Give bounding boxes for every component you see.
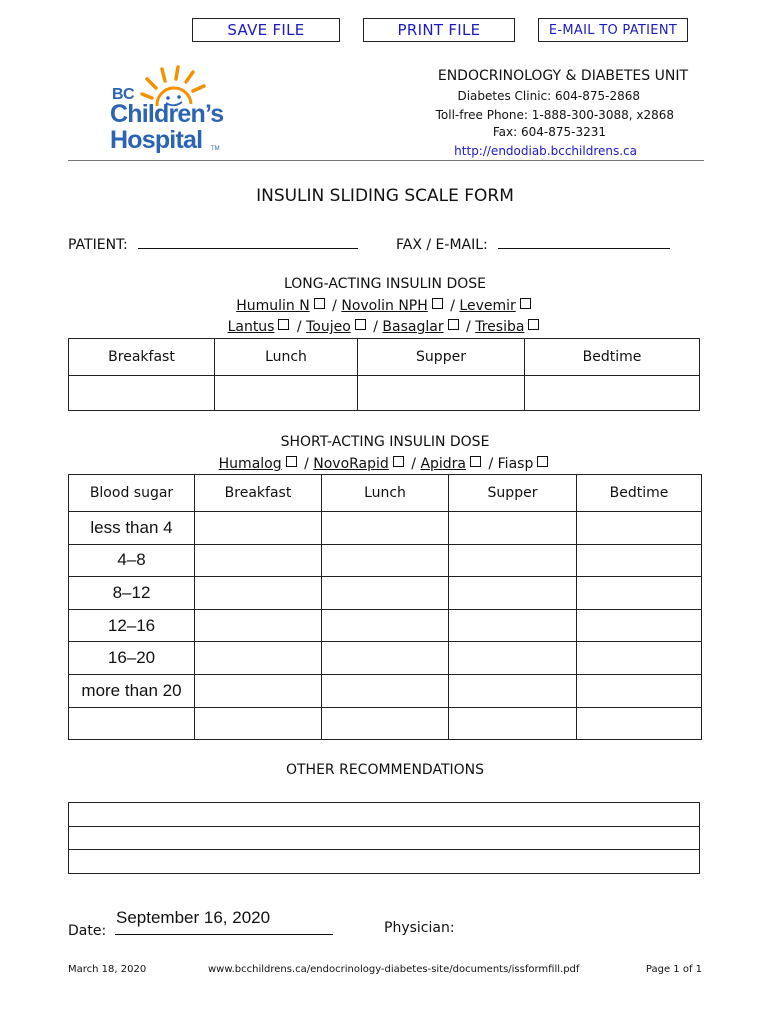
- table-row: [69, 674, 702, 707]
- long-acting-options-2: Lantus / Toujeo / Basaglar / Tresiba: [0, 319, 770, 335]
- tresiba-label: Tresiba: [475, 319, 525, 335]
- date-value[interactable]: September 16, 2020: [116, 908, 271, 927]
- dose-cell[interactable]: [322, 544, 449, 577]
- patient-field[interactable]: [138, 234, 358, 249]
- footer-url: www.bcchildrens.ca/endocrinology-diabetes-site/documents/issformfill.pdf: [208, 964, 580, 975]
- dose-cell[interactable]: [195, 512, 322, 545]
- dose-cell[interactable]: [322, 707, 449, 740]
- footer-date: March 18, 2020: [68, 964, 147, 975]
- levemir-checkbox[interactable]: [520, 298, 531, 309]
- date-label: Date:: [68, 923, 107, 939]
- lantus-checkbox[interactable]: [278, 319, 289, 330]
- humulin-n-label: Humulin N: [236, 298, 310, 314]
- col-bedtime: Bedtime: [577, 475, 702, 512]
- dose-cell[interactable]: [195, 577, 322, 610]
- dose-cell[interactable]: [322, 674, 449, 707]
- physician-label: Physician:: [384, 920, 455, 936]
- long-acting-table: [68, 338, 700, 411]
- basaglar-checkbox[interactable]: [448, 319, 459, 330]
- recommendation-line[interactable]: [69, 826, 700, 850]
- dose-cell[interactable]: [449, 707, 577, 740]
- novorapid-label: NovoRapid: [313, 456, 389, 472]
- long-acting-options-1: Humulin N / Novolin NPH / Levemir: [0, 298, 770, 314]
- short-acting-table: [68, 474, 702, 740]
- table-row: [69, 707, 702, 740]
- tresiba-checkbox[interactable]: [528, 319, 539, 330]
- dose-cell[interactable]: [195, 642, 322, 675]
- long-bedtime-cell[interactable]: [525, 376, 700, 411]
- tollfree-phone: Toll-free Phone: 1-888-300-3088, x2868: [435, 108, 674, 122]
- table-row: [69, 850, 700, 874]
- col-bedtime: Bedtime: [525, 339, 700, 376]
- basaglar-label: Basaglar: [382, 319, 444, 335]
- dose-cell[interactable]: [195, 544, 322, 577]
- email-to-patient-button[interactable]: E-MAIL TO PATIENT: [538, 18, 688, 42]
- recommendation-line[interactable]: [69, 850, 700, 874]
- apidra-label: Apidra: [420, 456, 467, 472]
- table-row: [69, 512, 702, 545]
- dose-cell[interactable]: [449, 674, 577, 707]
- long-breakfast-cell[interactable]: [69, 376, 215, 411]
- recommendation-line[interactable]: [69, 803, 700, 827]
- logo-hospital-text: Hospital: [110, 126, 203, 154]
- logo-trademark: TM: [211, 146, 220, 152]
- other-recommendations-heading: OTHER RECOMMENDATIONS: [285, 762, 485, 778]
- long-acting-entry-row: [69, 376, 700, 411]
- dose-cell[interactable]: [195, 707, 322, 740]
- print-file-button[interactable]: PRINT FILE: [363, 18, 515, 42]
- footer-page-number: Page 1 of 1: [645, 964, 702, 975]
- dose-cell[interactable]: [577, 512, 702, 545]
- long-acting-heading: LONG-ACTING INSULIN DOSE: [283, 276, 487, 292]
- blood-sugar-range: less than 4: [69, 512, 195, 545]
- blood-sugar-range: 16–20: [69, 642, 195, 675]
- fiasp-label: Fiasp: [497, 456, 534, 472]
- logo-bc-text: BC: [112, 86, 135, 103]
- dose-cell[interactable]: [195, 609, 322, 642]
- long-acting-header-row: [69, 339, 700, 376]
- header-divider: [68, 160, 704, 161]
- table-row: [69, 544, 702, 577]
- levemir-label: Levemir: [459, 298, 516, 314]
- dose-cell[interactable]: [449, 609, 577, 642]
- dose-cell[interactable]: [577, 707, 702, 740]
- save-file-button[interactable]: SAVE FILE: [192, 18, 340, 42]
- table-row: [69, 803, 700, 827]
- fiasp-checkbox[interactable]: [537, 456, 548, 467]
- fax-email-row: [396, 234, 670, 253]
- col-supper: Supper: [449, 475, 577, 512]
- dose-cell[interactable]: [577, 544, 702, 577]
- col-blood-sugar: Blood sugar: [69, 475, 195, 512]
- short-acting-header-row: [69, 475, 702, 512]
- dose-cell[interactable]: [195, 674, 322, 707]
- novolin-nph-label: Novolin NPH: [341, 298, 428, 314]
- short-acting-options: Humalog / NovoRapid / Apidra / Fiasp: [0, 456, 770, 472]
- recommendations-table: [68, 802, 700, 874]
- dose-cell[interactable]: [322, 609, 449, 642]
- dose-cell[interactable]: [449, 642, 577, 675]
- dose-cell[interactable]: [577, 609, 702, 642]
- blood-sugar-range-blank[interactable]: [69, 707, 195, 740]
- form-title: INSULIN SLIDING SCALE FORM: [256, 186, 514, 206]
- toujeo-checkbox[interactable]: [355, 319, 366, 330]
- dose-cell[interactable]: [449, 512, 577, 545]
- table-row: [69, 642, 702, 675]
- humalog-checkbox[interactable]: [286, 456, 297, 467]
- col-supper: Supper: [358, 339, 525, 376]
- dose-cell[interactable]: [577, 642, 702, 675]
- dose-cell[interactable]: [322, 512, 449, 545]
- blood-sugar-range: 12–16: [69, 609, 195, 642]
- col-lunch: Lunch: [322, 475, 449, 512]
- clinic-phone: Diabetes Clinic: 604-875-2868: [457, 89, 640, 103]
- short-acting-heading: SHORT-ACTING INSULIN DOSE: [280, 434, 490, 450]
- patient-label: PATIENT:: [68, 237, 128, 253]
- dose-cell[interactable]: [322, 642, 449, 675]
- humalog-label: Humalog: [218, 456, 282, 472]
- lantus-label: Lantus: [227, 319, 275, 335]
- long-supper-cell[interactable]: [358, 376, 525, 411]
- blood-sugar-range: 8–12: [69, 577, 195, 610]
- table-row: [69, 577, 702, 610]
- bc-childrens-hospital-logo: [108, 66, 248, 158]
- blood-sugar-range: 4–8: [69, 544, 195, 577]
- patient-row: [68, 234, 358, 253]
- humulin-n-checkbox[interactable]: [314, 298, 325, 309]
- dose-cell[interactable]: [577, 674, 702, 707]
- fax-email-field[interactable]: [498, 234, 670, 249]
- dose-cell[interactable]: [449, 577, 577, 610]
- dose-cell[interactable]: [322, 577, 449, 610]
- logo-childrens-text: Children’s: [110, 100, 224, 128]
- dose-cell[interactable]: [449, 544, 577, 577]
- fax-number: Fax: 604-875-3231: [492, 125, 606, 139]
- table-row: [69, 609, 702, 642]
- novolin-nph-checkbox[interactable]: [432, 298, 443, 309]
- long-lunch-cell[interactable]: [215, 376, 358, 411]
- unit-title: ENDOCRINOLOGY & DIABETES UNIT: [437, 68, 688, 84]
- fax-email-label: FAX / E-MAIL:: [396, 237, 488, 253]
- col-breakfast: Breakfast: [195, 475, 322, 512]
- toujeo-label: Toujeo: [306, 319, 351, 335]
- dose-cell[interactable]: [577, 577, 702, 610]
- novorapid-checkbox[interactable]: [393, 456, 404, 467]
- website-link[interactable]: http://endodiab.bcchildrens.ca: [454, 144, 637, 158]
- apidra-checkbox[interactable]: [470, 456, 481, 467]
- col-lunch: Lunch: [215, 339, 358, 376]
- table-row: [69, 826, 700, 850]
- blood-sugar-range: more than 20: [69, 674, 195, 707]
- col-breakfast: Breakfast: [69, 339, 215, 376]
